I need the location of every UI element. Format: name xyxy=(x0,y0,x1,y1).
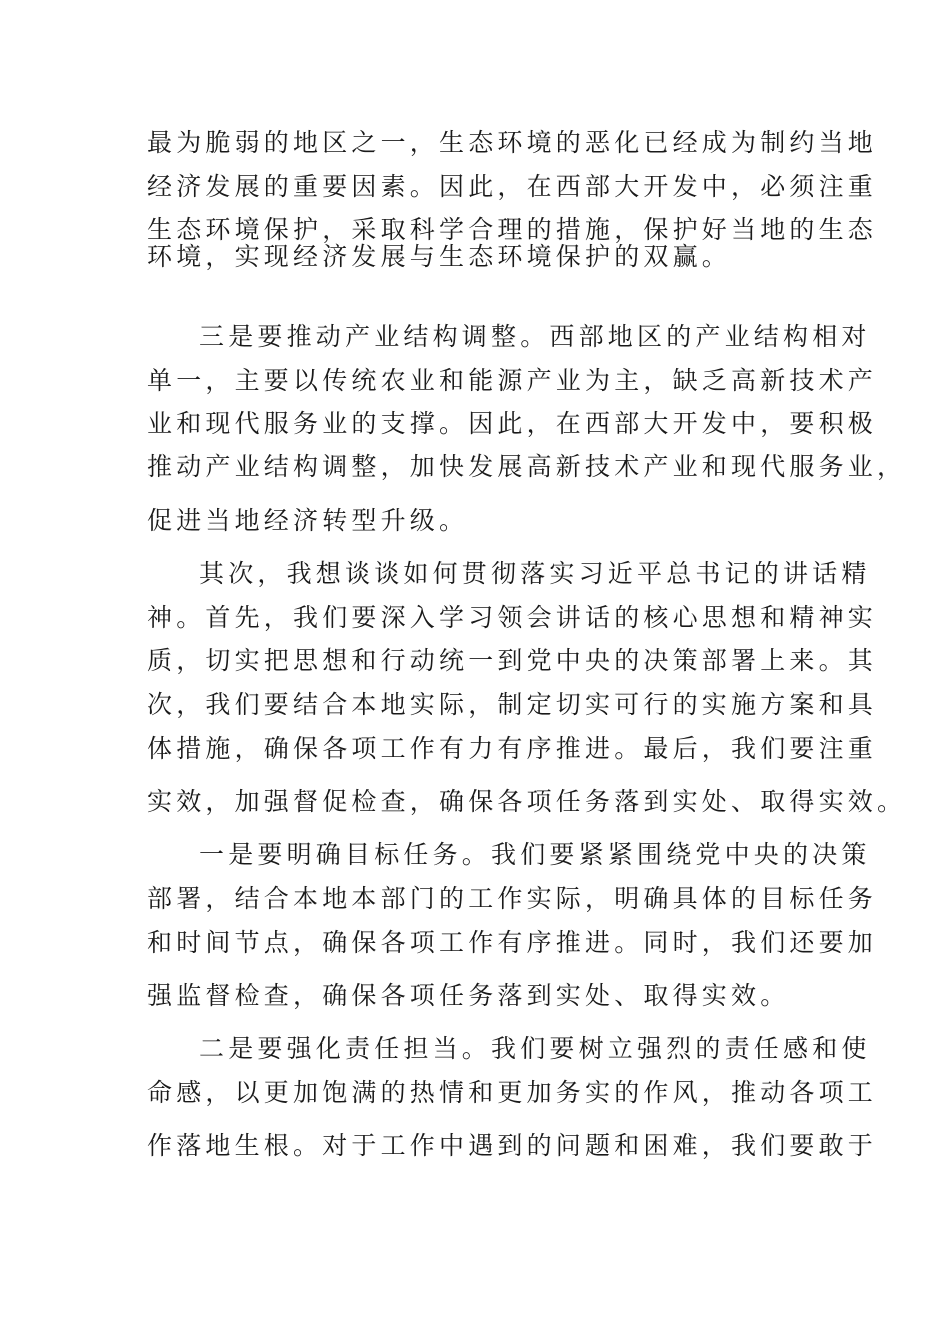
text-line: 质，切实把思想和行动统一到党中央的决策部署上来。其 xyxy=(147,646,878,675)
text-line: 单一，主要以传统农业和能源产业为主，缺乏高新技术产 xyxy=(147,366,878,395)
text-line: 最为脆弱的地区之一，生态环境的恶化已经成为制约当地 xyxy=(147,128,878,157)
text-line: 三是要推动产业结构调整。西部地区的产业结构相对 xyxy=(199,322,871,351)
text-line: 经济发展的重要因素。因此，在西部大开发中，必须注重 xyxy=(147,172,878,201)
text-line: 其次，我想谈谈如何贯彻落实习近平总书记的讲话精 xyxy=(199,559,871,588)
text-line: 业和现代服务业的支撑。因此，在西部大开发中，要积极 xyxy=(147,409,878,438)
text-line: 环境，实现经济发展与生态环境保护的双赢。 xyxy=(147,242,732,271)
text-line: 次，我们要结合本地实际，制定切实可行的实施方案和具 xyxy=(147,690,878,719)
text-line: 实效，加强督促检查，确保各项任务落到实处、取得实效。 xyxy=(147,787,907,816)
text-line: 强监督检查，确保各项任务落到实处、取得实效。 xyxy=(147,981,790,1010)
text-line: 命感，以更加饱满的热情和更加务实的作风，推动各项工 xyxy=(147,1078,878,1107)
text-line: 体措施，确保各项工作有力有序推进。最后，我们要注重 xyxy=(147,734,878,763)
text-line: 促进当地经济转型升级。 xyxy=(147,506,469,535)
text-line: 神。首先，我们要深入学习领会讲话的核心思想和精神实 xyxy=(147,603,878,632)
text-line: 一是要明确目标任务。我们要紧紧围绕党中央的决策 xyxy=(199,840,871,869)
text-line: 二是要强化责任担当。我们要树立强烈的责任感和使 xyxy=(199,1034,871,1063)
text-line: 作落地生根。对于工作中遇到的问题和困难，我们要敢于 xyxy=(147,1131,878,1160)
text-line: 部署，结合本地本部门的工作实际，明确具体的目标任务 xyxy=(147,884,878,913)
text-line: 生态环境保护，采取科学合理的措施，保护好当地的生态 xyxy=(147,215,878,244)
text-line: 和时间节点，确保各项工作有序推进。同时，我们还要加 xyxy=(147,928,878,957)
text-line: 推动产业结构调整，加快发展高新技术产业和现代服务业， xyxy=(147,452,907,481)
